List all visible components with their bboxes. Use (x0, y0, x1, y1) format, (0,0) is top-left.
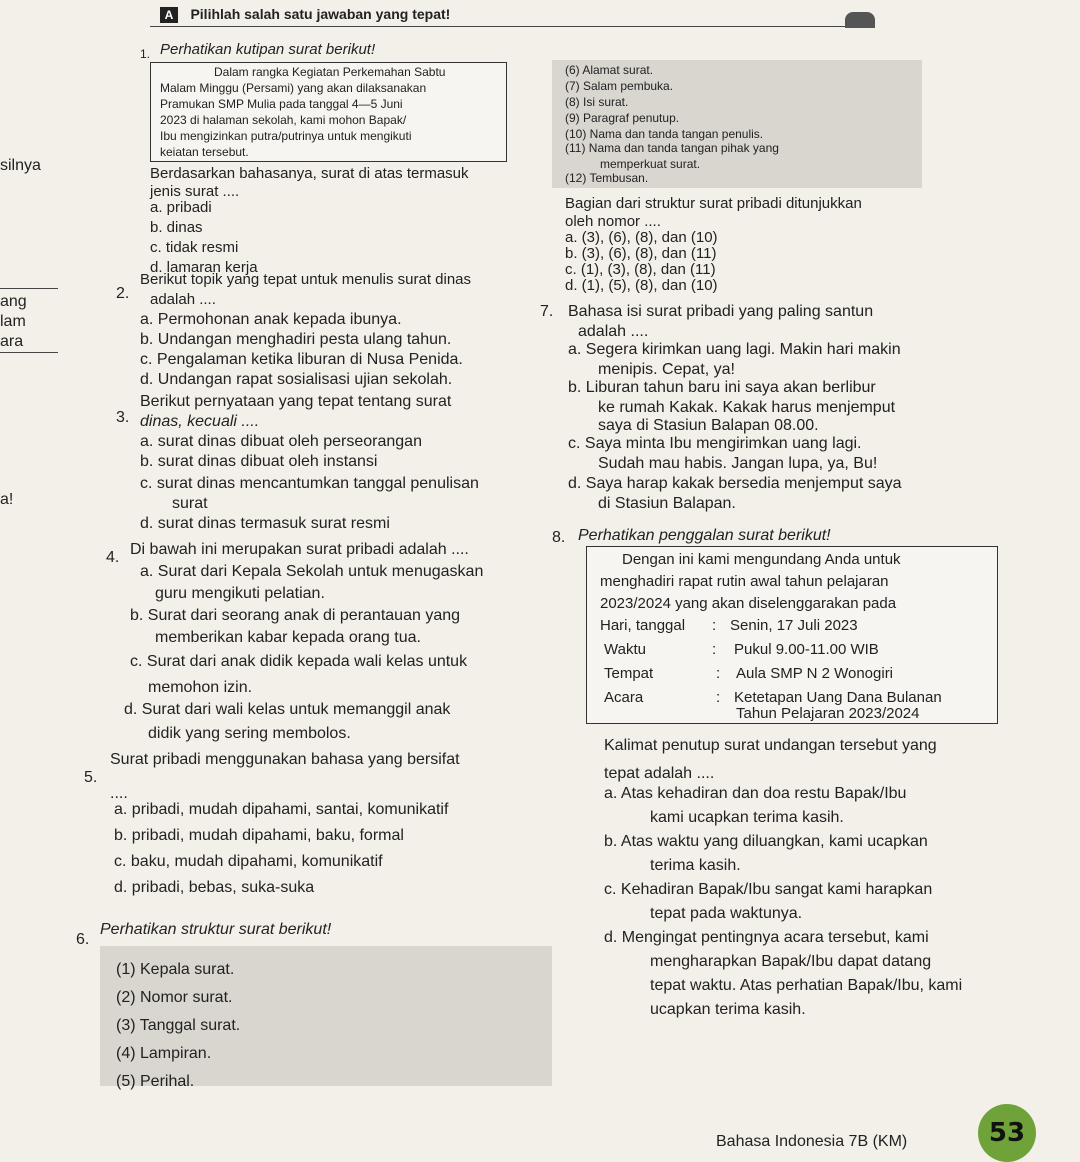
q5-number: 5. (84, 769, 98, 786)
q4-option-a[interactable]: a. Surat dari Kepala Sekolah untuk menugaskan (140, 563, 484, 580)
q1-option-d[interactable]: d. lamaran kerja (150, 259, 258, 276)
q7-question: adalah .... (578, 323, 649, 340)
q7-option-b[interactable]: b. Liburan tahun baru ini saya akan berlibur (568, 379, 876, 396)
row-value: Ketetapan Uang Dana Bulanan (734, 689, 942, 706)
row-value: Pukul 9.00-11.00 WIB (734, 641, 879, 658)
row-sep: : (712, 641, 717, 658)
q4-option-c-cont: memohon izin. (148, 679, 253, 696)
q6-item: (4) Lampiran. (116, 1045, 212, 1062)
row-label: Acara (604, 689, 644, 706)
q7-option-b-cont: saya di Stasiun Balapan 08.00. (598, 417, 819, 434)
quote-line: Ibu mengizinkan putra/putrinya untuk mengikuti (160, 129, 412, 143)
q4-option-d-cont: didik yang sering membolos. (148, 725, 351, 742)
q4-question: Di bawah ini merupakan surat pribadi adalah .... (130, 541, 469, 558)
q6-option-c[interactable]: c. (1), (3), (8), dan (11) (565, 261, 716, 278)
q6-item: (10) Nama dan tanda tangan penulis. (565, 127, 764, 141)
edge-word: a! (0, 491, 14, 508)
q8-option-c-cont: tepat pada waktunya. (650, 905, 803, 922)
invite-line: Dengan ini kami mengundang Anda untuk (622, 551, 901, 568)
edge-line (0, 288, 58, 289)
q7-number: 7. (540, 303, 554, 320)
q8-option-d-cont: mengharapkan Bapak/Ibu dapat datang (650, 953, 932, 970)
q8-prompt: Perhatikan penggalan surat berikut! (578, 527, 831, 544)
q4-option-c[interactable]: c. Surat dari anak didik kepada wali kelas untuk (130, 653, 468, 670)
section-badge: A (160, 7, 178, 23)
q8-option-a-cont: kami ucapkan terima kasih. (650, 809, 844, 826)
q8-option-a[interactable]: a. Atas kehadiran dan doa restu Bapak/Ibu (604, 785, 907, 802)
q2-option-c[interactable]: c. Pengalaman ketika liburan di Nusa Penida. (140, 351, 463, 368)
q7-option-d-cont: di Stasiun Balapan. (598, 495, 736, 512)
q8-option-d-cont: tepat waktu. Atas perhatian Bapak/Ibu, kami (650, 977, 963, 994)
q4-option-a-cont: guru mengikuti pelatian. (155, 585, 325, 602)
q8-option-d-cont: ucapkan terima kasih. (650, 1001, 806, 1018)
edge-word: ara (0, 333, 24, 350)
edge-word: ang (0, 293, 27, 310)
q7-option-a[interactable]: a. Segera kirimkan uang lagi. Makin hari makin (568, 341, 901, 358)
row-sep: : (716, 665, 721, 682)
q2-question: Berikut topik yang tepat untuk menulis surat dinas (140, 271, 472, 288)
q8-option-c[interactable]: c. Kehadiran Bapak/Ibu sangat kami harapkan (604, 881, 933, 898)
q8-option-b[interactable]: b. Atas waktu yang diluangkan, kami ucapkan (604, 833, 928, 850)
q6-question: Bagian dari struktur surat pribadi ditunjukkan (565, 195, 862, 212)
q1-option-a[interactable]: a. pribadi (150, 199, 212, 216)
invite-line: 2023/2024 yang akan diselenggarakan pada (600, 595, 897, 612)
page-number: 53 (978, 1104, 1036, 1162)
q6-item: (6) Alamat surat. (565, 63, 654, 77)
q8-option-d[interactable]: d. Mengingat pentingnya acara tersebut, kami (604, 929, 929, 946)
header (160, 4, 450, 24)
q3-option-c-cont: surat (172, 495, 208, 512)
q7-option-d[interactable]: d. Saya harap kakak bersedia menjemput saya (568, 475, 902, 492)
q5-option-b[interactable]: b. pribadi, mudah dipahami, baku, formal (114, 827, 404, 844)
q6-option-a[interactable]: a. (3), (6), (8), dan (10) (565, 229, 718, 246)
q6-option-d[interactable]: d. (1), (5), (8), dan (10) (565, 277, 718, 294)
q4-number: 4. (106, 549, 120, 566)
q6-item: (7) Salam pembuka. (565, 79, 674, 93)
q2-number: 2. (116, 285, 130, 302)
row-sep: : (712, 617, 717, 634)
q4-option-d[interactable]: d. Surat dari wali kelas untuk memanggil anak (124, 701, 451, 718)
q8-number: 8. (552, 529, 566, 546)
q7-option-b-cont: ke rumah Kakak. Kakak harus menjemput (598, 399, 896, 416)
q2-option-b[interactable]: b. Undangan menghadiri pesta ulang tahun. (140, 331, 452, 348)
q6-item: (9) Paragraf penutup. (565, 111, 680, 125)
q5-option-d[interactable]: d. pribadi, bebas, suka-suka (114, 879, 315, 896)
q6-item: (8) Isi surat. (565, 95, 629, 109)
q6-option-b[interactable]: b. (3), (6), (8), dan (11) (565, 245, 717, 262)
quote-line: keiatan tersebut. (160, 145, 249, 159)
header-tab (845, 12, 875, 28)
q6-item: (12) Tembusan. (565, 171, 649, 185)
quote-line: Pramukan SMP Mulia pada tanggal 4—5 Juni (160, 97, 403, 111)
q6-prompt: Perhatikan struktur surat berikut! (100, 921, 332, 938)
q7-option-c[interactable]: c. Saya minta Ibu mengirimkan uang lagi. (568, 435, 862, 452)
q3-number: 3. (116, 409, 130, 426)
q1-option-c[interactable]: c. tidak resmi (150, 239, 239, 256)
q2-option-d[interactable]: d. Undangan rapat sosialisasi ujian sekolah. (140, 371, 453, 388)
row-value: Aula SMP N 2 Wonogiri (736, 665, 894, 682)
q3-question: Berikut pernyataan yang tepat tentang surat (140, 393, 452, 410)
edge-word: lam (0, 313, 26, 330)
quote-line: Dalam rangka Kegiatan Perkemahan Sabtu (214, 65, 446, 79)
q5-option-c[interactable]: c. baku, mudah dipahami, komunikatif (114, 853, 383, 870)
q6-item-cont: memperkuat surat. (600, 157, 701, 171)
q6-item: (2) Nomor surat. (116, 989, 233, 1006)
q3-option-b[interactable]: b. surat dinas dibuat oleh instansi (140, 453, 378, 470)
edge-word: silnya (0, 157, 41, 174)
q5-question: Surat pribadi menggunakan bahasa yang bersifat (110, 751, 460, 768)
q6-number: 6. (76, 931, 90, 948)
q1-question: jenis surat .... (150, 183, 240, 200)
row-label: Waktu (604, 641, 646, 658)
q1-question: Berdasarkan bahasanya, surat di atas termasuk (150, 165, 469, 182)
row-label: Tempat (604, 665, 654, 682)
instruction: Pilihlah salah satu jawaban yang tepat! (190, 6, 451, 22)
q8-option-b-cont: terima kasih. (650, 857, 741, 874)
row-label: Hari, tanggal (600, 617, 686, 634)
q7-question: Bahasa isi surat pribadi yang paling santun (568, 303, 874, 320)
q7-option-a-cont: menipis. Cepat, ya! (598, 361, 735, 378)
q4-option-b[interactable]: b. Surat dari seorang anak di perantauan yang (130, 607, 461, 624)
book-title: Bahasa Indonesia 7B (KM) (716, 1133, 908, 1150)
q2-question: adalah .... (150, 291, 216, 308)
q1-prompt: Perhatikan kutipan surat berikut! (160, 41, 376, 58)
row-value: Senin, 17 Juli 2023 (730, 617, 858, 634)
quote-line: Malam Minggu (Persami) yang akan dilaksanakan (160, 81, 427, 95)
q6-item: (1) Kepala surat. (116, 961, 235, 978)
q8-question: Kalimat penutup surat undangan tersebut yang (604, 737, 937, 754)
row-value-cont: Tahun Pelajaran 2023/2024 (736, 705, 920, 722)
edge-line (0, 352, 58, 353)
q3-option-a[interactable]: a. surat dinas dibuat oleh perseorangan (140, 433, 422, 450)
q4-option-b-cont: memberikan kabar kepada orang tua. (155, 629, 421, 646)
q6-item: (11) Nama dan tanda tangan pihak yang (565, 141, 779, 155)
q5-question-cont: .... (110, 785, 128, 802)
q6-item: (5) Perihal. (116, 1073, 195, 1090)
q6-item: (3) Tanggal surat. (116, 1017, 241, 1034)
row-sep: : (716, 689, 721, 706)
q5-option-a[interactable]: a. pribadi, mudah dipahami, santai, komunikatif (114, 801, 449, 818)
q6-question: oleh nomor .... (565, 213, 661, 230)
q1-number: 1. (140, 47, 151, 61)
invite-line: menghadiri rapat rutin awal tahun pelajaran (600, 573, 889, 590)
q3-question: dinas, kecuali .... (140, 413, 260, 430)
q3-option-c[interactable]: c. surat dinas mencantumkan tanggal penulisan (140, 475, 479, 492)
q7-option-c-cont: Sudah mau habis. Jangan lupa, ya, Bu! (598, 455, 878, 472)
q2-option-a[interactable]: a. Permohonan anak kepada ibunya. (140, 311, 402, 328)
q1-option-b[interactable]: b. dinas (150, 219, 203, 236)
q3-option-d[interactable]: d. surat dinas termasuk surat resmi (140, 515, 390, 532)
quote-line: 2023 di halaman sekolah, kami mohon Bapak/ (160, 113, 407, 127)
q8-question: tepat adalah .... (604, 765, 715, 782)
